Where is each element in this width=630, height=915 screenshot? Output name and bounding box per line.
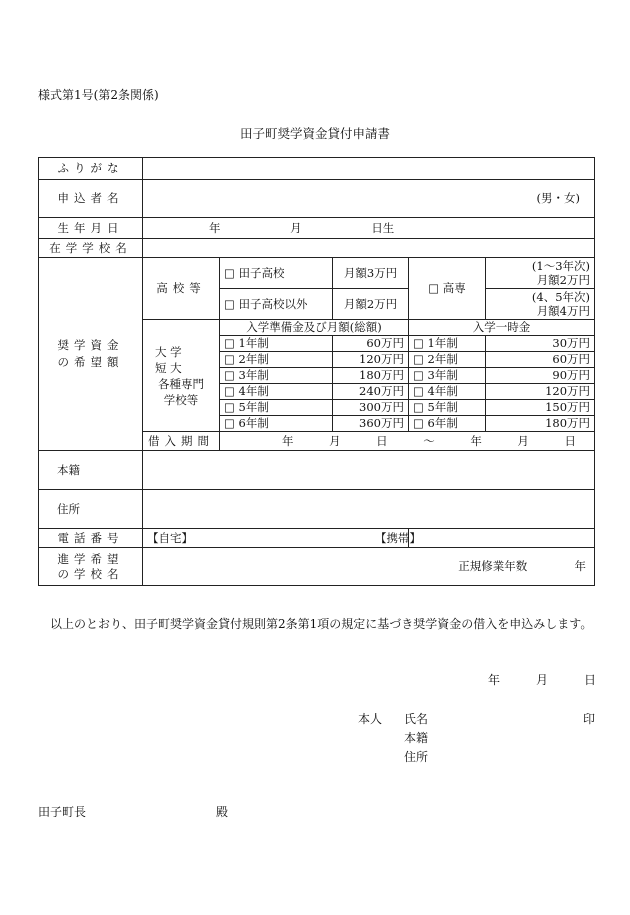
field-phone-home[interactable] [143, 529, 409, 548]
label-target-line2: の学校名 [57, 566, 124, 581]
row-furigana [39, 158, 595, 180]
plan-prep-amount: 240万円 [333, 384, 409, 400]
row-phone [39, 529, 595, 548]
plan-entry-option[interactable]: □ 1年制 [409, 336, 486, 352]
form-reference: 様式第1号(第2条関係) [38, 88, 159, 102]
label-target-school [39, 548, 143, 586]
plan-term-option[interactable]: □ 3年制 [220, 368, 333, 384]
phone-home-label: 【自宅】 [147, 530, 193, 545]
plan-entry-amount: 30万円 [486, 336, 595, 352]
period-end-year: 年 [470, 433, 482, 448]
period-tilde: ～ [423, 433, 435, 448]
plan-term-option[interactable]: □ 1年制 [220, 336, 333, 352]
plan-prep-amount: 360万円 [333, 416, 409, 432]
label-scholarship-line1: 奨学資金 [57, 338, 124, 352]
field-address[interactable] [143, 490, 595, 529]
signer-label: 本人 [358, 712, 383, 726]
plan-entry-option[interactable]: □ 3年制 [409, 368, 486, 384]
date-year-unit: 年 [488, 673, 501, 687]
field-domicile[interactable] [143, 451, 595, 490]
application-table [38, 157, 595, 586]
plan-entry-option[interactable]: □ 5年制 [409, 400, 486, 416]
option-tako-high[interactable]: □ 田子高校 [220, 258, 333, 289]
plan-term-option[interactable]: □ 2年制 [220, 352, 333, 368]
label-applicant-name: 申込者名 [39, 180, 143, 218]
label-univ-3: 各種専門 [158, 376, 204, 391]
row-hs-1 [39, 258, 595, 289]
mayor-addressee: 田子町長 [38, 805, 87, 819]
label-scholarship-line2: の希望額 [57, 355, 124, 369]
period-end-day: 日 [564, 433, 576, 448]
plan-entry-option[interactable]: □ 6年制 [409, 416, 486, 432]
honorific: 殿 [216, 805, 229, 819]
amount-other-high: 月額2万円 [333, 289, 409, 320]
plan-term-option[interactable]: □ 5年制 [220, 400, 333, 416]
label-phone: 電話番号 [39, 529, 143, 548]
date-day-unit: 日 [584, 673, 597, 687]
document-title: 田子町奨学資金貸付申請書 [239, 126, 390, 141]
header-entry-fund: 入学一時金 [409, 320, 595, 336]
seal-mark: 印 [583, 712, 596, 726]
field-current-school[interactable] [143, 239, 595, 258]
label-current-school: 在学学校名 [39, 239, 143, 258]
birth-day-unit: 日生 [371, 220, 395, 235]
label-univ-2: 短 大 [155, 360, 182, 375]
plan-term-option[interactable]: □ 4年制 [220, 384, 333, 400]
regular-years-unit: 年 [574, 559, 587, 573]
option-kosen[interactable]: □ 高専 [409, 258, 486, 320]
field-phone-mobile[interactable] [375, 529, 595, 548]
label-address: 住所 [39, 490, 143, 529]
period-start-month: 月 [329, 433, 341, 448]
amount-tako-high: 月額3万円 [333, 258, 409, 289]
period-end-month: 月 [517, 433, 529, 448]
field-birth-date[interactable] [143, 218, 595, 239]
field-furigana[interactable] [143, 158, 595, 180]
birth-year-unit: 年 [209, 220, 221, 235]
plan-entry-option[interactable]: □ 4年制 [409, 384, 486, 400]
option-other-high[interactable]: □ 田子高校以外 [220, 289, 333, 320]
signer-name-label: 氏名 [404, 712, 429, 726]
plan-entry-option[interactable]: □ 2年制 [409, 352, 486, 368]
field-applicant-name[interactable] [143, 180, 595, 218]
plan-entry-amount: 90万円 [486, 368, 595, 384]
row-address [39, 490, 595, 529]
label-target-line1: 進学希望 [57, 551, 124, 566]
plan-entry-amount: 60万円 [486, 352, 595, 368]
period-start-year: 年 [282, 433, 294, 448]
plan-prep-amount: 120万円 [333, 352, 409, 368]
signer-address-label: 住所 [404, 750, 429, 764]
label-furigana: ふりがな [39, 158, 143, 180]
field-target-school[interactable] [143, 548, 595, 586]
row-target-school [39, 548, 595, 586]
kosen-note-2: (4、5年次) [531, 290, 591, 304]
plan-term-option[interactable]: □ 6年制 [220, 416, 333, 432]
kosen-years-1-3 [486, 258, 595, 289]
field-loan-period[interactable] [220, 432, 595, 451]
label-birth-date: 生年月日 [39, 218, 143, 239]
label-univ-1: 大 学 [155, 344, 182, 359]
declaration-text: 以上のとおり、田子町奨学資金貸付規則第2条第1項の規定に基づき奨学資金の借入を申込みします。 [50, 617, 593, 631]
row-birth [39, 218, 595, 239]
plan-prep-amount: 180万円 [333, 368, 409, 384]
kosen-amount-1: 月額2万円 [536, 273, 591, 287]
label-univ-4: 学校等 [163, 392, 199, 407]
birth-month-unit: 月 [290, 220, 302, 235]
regular-years-label: 正規修業年数 [458, 559, 528, 573]
plan-entry-amount: 120万円 [486, 384, 595, 400]
row-applicant [39, 180, 595, 218]
kosen-years-4-5 [486, 289, 595, 320]
header-prep-fund: 入学準備金及び月額(総額) [220, 320, 409, 336]
label-high-school: 高校等 [143, 258, 220, 320]
kosen-amount-2: 月額4万円 [536, 304, 591, 318]
label-scholarship-amount [39, 258, 143, 451]
date-month-unit: 月 [536, 673, 549, 687]
period-start-day: 日 [376, 433, 388, 448]
plan-entry-amount: 180万円 [486, 416, 595, 432]
kosen-note-1: (1～3年次) [531, 259, 591, 273]
plan-prep-amount: 300万円 [333, 400, 409, 416]
plan-prep-amount: 60万円 [333, 336, 409, 352]
label-loan-period: 借入期間 [143, 432, 220, 451]
plan-entry-amount: 150万円 [486, 400, 595, 416]
row-school [39, 239, 595, 258]
signer-domicile-label: 本籍 [404, 731, 429, 745]
label-university [143, 320, 220, 432]
row-domicile [39, 451, 595, 490]
gender-choice: (男・女) [536, 191, 581, 205]
label-domicile: 本籍 [39, 451, 143, 490]
phone-mobile-label: 【携帯】 [375, 530, 421, 545]
